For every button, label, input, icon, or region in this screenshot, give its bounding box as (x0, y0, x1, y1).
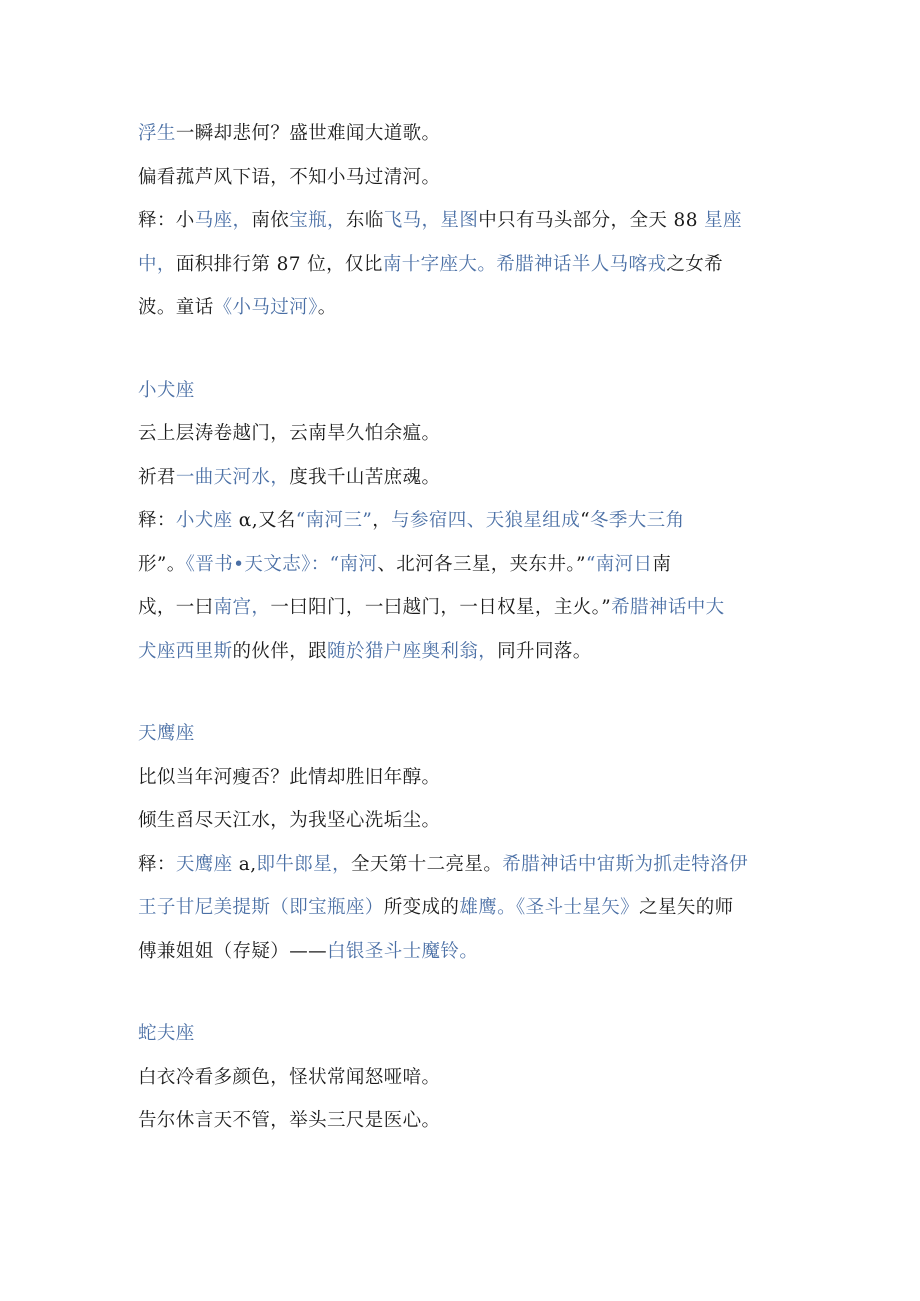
text-segment: 的伙伴，跟 (232, 640, 328, 662)
highlighted-term: 星座 (704, 210, 742, 231)
highlighted-term: 希腊神话中大 (611, 597, 725, 618)
text-line (138, 586, 788, 630)
highlighted-term: “南河日 (585, 553, 653, 575)
text-line (138, 112, 788, 156)
text-segment: α,又名 (238, 510, 296, 531)
text-line (138, 243, 788, 287)
text-line (138, 930, 788, 974)
highlighted-term: 雄鹰。《圣斗士星矢》 (459, 897, 640, 918)
text-line (138, 412, 788, 456)
highlighted-term: 犬座西里斯 (138, 640, 233, 662)
highlighted-term: 随於猎户座奥利翁， (327, 640, 498, 662)
highlighted-term: 天鹰座 (175, 853, 239, 875)
poem-section (138, 369, 788, 674)
text-segment: 南依 (251, 210, 290, 231)
text-line (138, 456, 788, 500)
highlighted-term: 南宫， (213, 597, 271, 618)
poem-section (138, 712, 788, 973)
poem-section (138, 1012, 788, 1143)
text-segment: 度我千山苦庶魂。 (289, 466, 441, 488)
highlighted-term: 《晋书•天文志》：“南河 (185, 553, 378, 575)
text-segment: a, (238, 853, 257, 875)
text-line (138, 286, 788, 330)
text-line (138, 1056, 788, 1100)
text-line (138, 156, 788, 200)
text-segment: 偏看菰芦风下语，不知小马过清河。 (138, 166, 441, 188)
highlighted-term: 浮生 (138, 123, 176, 144)
text-segment: ， (372, 510, 392, 531)
text-segment: 之星矢的师 (639, 897, 734, 918)
section-title: 小犬座 (138, 379, 195, 401)
text-segment: 波。童话 (138, 297, 214, 318)
text-segment: 一曰阳门，一曰越门，一日权星，主火。” (270, 597, 612, 618)
section-title: 蛇夫座 (138, 1023, 195, 1044)
text-segment: 白衣冷看多颜色，怪状常闻怒哑喑。 (138, 1066, 441, 1088)
highlighted-term: 马座， (194, 210, 252, 231)
text-segment: 云上层涛卷越门，云南旱久怕余瘟。 (138, 423, 441, 444)
text-segment: 释：小 (138, 210, 195, 231)
highlighted-term: “南河三” (295, 510, 373, 531)
text-segment: 全天第十二亮星。 (351, 853, 503, 875)
highlighted-term: 一曲天河水， (175, 466, 290, 488)
text-line (138, 886, 788, 930)
text-segment: 祈君 (138, 466, 176, 488)
text-segment: 戍，一曰 (138, 597, 214, 618)
text-segment: 释： (138, 510, 176, 531)
text-segment: 同升同落。 (497, 640, 592, 662)
highlighted-term: 与参宿四、天狼星组成 (391, 510, 581, 531)
text-line (138, 630, 788, 674)
text-segment: 、北河各三星，夹东井。” (377, 553, 586, 575)
highlighted-term: 即牛郎星， (256, 853, 352, 875)
text-segment: 形”。 (138, 553, 186, 575)
text-segment: “ (580, 510, 590, 531)
text-segment: 面积排行第 87 位，仅比 (175, 253, 383, 275)
document-page (138, 112, 788, 1143)
text-line (138, 543, 788, 587)
text-segment: 南 (652, 553, 672, 575)
highlighted-term: 中， (138, 253, 176, 275)
section-title: 天鹰座 (138, 723, 195, 744)
text-segment: 告尔休言天不管，举头三尺是医心。 (138, 1110, 441, 1131)
text-line (138, 756, 788, 800)
text-segment: 傅兼姐姐（存疑）—— (138, 940, 328, 962)
highlighted-term: 《小马过河》 (213, 297, 318, 318)
highlighted-term: 小犬座 (175, 510, 239, 531)
text-segment: 比似当年河瘦否？此情却胜旧年醇。 (138, 766, 441, 788)
text-line (138, 499, 788, 543)
text-line (138, 799, 788, 843)
highlighted-term: 飞马，星图 (383, 210, 479, 231)
text-segment: 东临 (345, 210, 384, 231)
highlighted-term: 王子甘尼美提斯（即宝瓶座） (138, 897, 384, 918)
highlighted-term: 白银圣斗士魔铃。 (327, 940, 479, 962)
text-segment: 所变成的 (383, 897, 460, 918)
text-line (138, 1099, 788, 1143)
text-segment: 中只有马头部分，全天 88 (478, 210, 705, 231)
highlighted-term: 宝瓶， (289, 210, 346, 231)
text-segment: 一瞬却悲何？盛世难闻大道歌。 (175, 123, 441, 144)
text-line (138, 843, 788, 887)
text-segment: 倾生舀尽天江水，为我坚心洗垢尘。 (138, 810, 441, 831)
text-segment: 释： (138, 853, 176, 875)
highlighted-term: 希腊神话中宙斯为抓走特洛伊 (502, 853, 748, 875)
poem-section (138, 112, 788, 330)
text-line (138, 199, 788, 243)
highlighted-term: 冬季大三角 (589, 510, 685, 531)
highlighted-term: 南十字座大。希腊神话半人马喀戎 (382, 253, 667, 275)
text-segment: 之女希 (666, 253, 724, 275)
text-segment: 。 (317, 297, 337, 318)
